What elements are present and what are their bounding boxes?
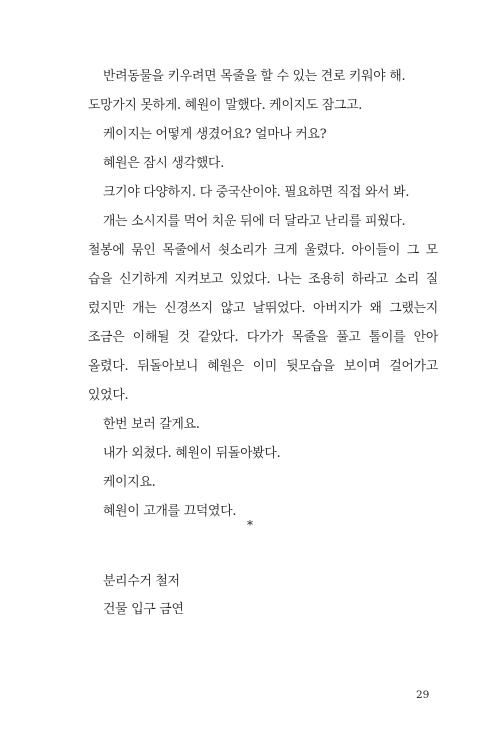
notice-item: 건물 입구 금연 (103, 602, 184, 617)
text-line: 올렸다. 뒤돌아보니 혜원은 이미 뒷모습을 보이며 걸어가고 (88, 359, 438, 374)
text-line: 케이지는 어떻게 생겼어요? 얼마나 커요? (103, 127, 327, 142)
text-line: 개는 소시지를 먹어 치운 뒤에 더 달라고 난리를 피웠다. (103, 214, 406, 229)
text-line: 도망가지 못하게. 혜원이 말했다. 케이지도 잠그고. (88, 98, 363, 113)
notice-item: 분리수거 철저 (103, 574, 180, 589)
page-number: 29 (416, 689, 430, 701)
section-break-asterisk: * (247, 518, 253, 532)
notice-list (103, 568, 184, 624)
text-line: 케이지요. (103, 475, 156, 490)
text-line: 있었다. (88, 388, 129, 403)
text-line: 혜원은 잠시 생각했다. (103, 156, 225, 171)
text-line: 습을 신기하게 지켜보고 있었다. 나는 조용히 하라고 소리 질 (88, 272, 438, 287)
text-line: 렀지만 개는 신경쓰지 않고 날뛰었다. 아버지가 왜 그랬는지 (88, 301, 438, 316)
text-line: 철봉에 묶인 목줄에서 쇳소리가 크게 울렸다. 아이들이 그 모 (88, 243, 438, 258)
text-line: 혜원이 고개를 끄덕였다. (103, 504, 237, 519)
text-line: 한번 보러 갈게요. (103, 417, 200, 432)
text-line: 조금은 이해될 것 같았다. 다가가 목줄을 풀고 톨이를 안아 (88, 330, 438, 345)
text-line: 반려동물을 키우려면 목줄을 할 수 있는 견로 키워야 해. (103, 69, 406, 84)
body-text (88, 62, 438, 526)
text-line: 내가 외쳤다. 혜원이 뒤돌아봤다. (103, 446, 281, 461)
text-line: 크기야 다양하지. 다 중국산이야. 필요하면 직접 와서 봐. (103, 185, 410, 200)
